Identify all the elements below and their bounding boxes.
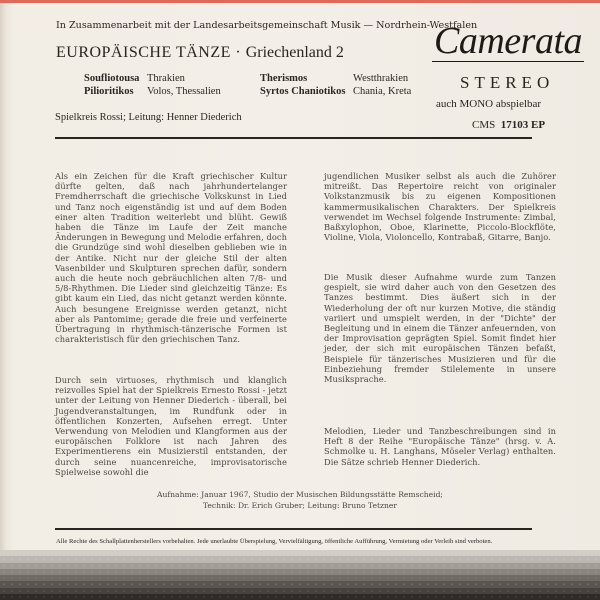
track-region: Chania, Kreta xyxy=(353,86,412,97)
series-title: EUROPÄISCHE TÄNZE xyxy=(56,44,231,61)
format-label: STEREO xyxy=(460,73,555,92)
sleeve-top-edge xyxy=(0,0,600,3)
track-region: Westthrakien xyxy=(353,73,409,84)
release-subtitle: Griechenland 2 xyxy=(245,44,344,61)
technical-credits: Technik: Dr. Erich Gruber; Leitung: Bruno Tetzner xyxy=(202,500,398,510)
header-divider xyxy=(55,137,532,139)
scan-calibration-strip xyxy=(0,550,600,600)
liner-notes-left-p2: Durch sein virtuoses, rhythmisch und klanglich reizvolles Spiel hat der Spielkreis Ernesto Rossi - jetzt unter der Leitung von Henner Diederich - überall, bei Jugendveranstaltungen, im Rundfunk oder in öffentlichen Konzerten, Aufsehen erregt. Unter Verwendung von Melodien und Klangformen aus der europäischen Folklore ist nach Jahren des Experimentierens ein Musizierstil entstanden, der durch seine nuancenreiche, improvisatorische Spielweise sowohl die xyxy=(55,375,287,477)
release-title xyxy=(56,44,344,62)
collaboration-note: In Zusammenarbeit mit der Landesarbeitsgemeinschaft Musik — Nordrhein-Westfalen xyxy=(56,20,478,31)
liner-notes-right-p2: Die Musik dieser Aufnahme wurde zum Tanzen gespielt, sie wird daher auch von den Gesetzen des Tanzes bestimmt. Dies äußert sich in der Wiederholung der oft nur kurzen Motive, die ständig variiert und umspielt werden, in der "Dichte" der Begleitung und in einem die Tänzer anfeuernden, von der Improvisation geprägten Spiel. Somit findet hier jeder, der sich mit europäischen Tänzen befaßt, Beispiele für tänzerisches Musizieren und für die Einbeziehung fremder Stilelemente in unsere Musiksprache. xyxy=(324,272,556,385)
recording-info: Aufnahme: Januar 1967, Studio der Musischen Bildungsstätte Remscheid; xyxy=(156,490,443,499)
mono-note: auch MONO abspielbar xyxy=(436,98,542,110)
catalog-prefix: CMS xyxy=(472,119,496,131)
track-name: Syrtos Chaniotikos xyxy=(260,86,346,97)
catalog-id: 17103 EP xyxy=(500,119,546,131)
track-name: Therismos xyxy=(260,73,308,84)
calibration-band xyxy=(0,594,600,600)
ensemble-credit: Spielkreis Rossi; Leitung: Henner Diederich xyxy=(55,112,242,123)
track-name: Soufliotousa xyxy=(84,73,140,84)
footer-divider xyxy=(55,528,532,530)
track-name: Pilioritikos xyxy=(84,86,134,97)
track-region: Volos, Thessalien xyxy=(147,86,221,97)
camerata-logo: Camerata xyxy=(434,20,582,62)
recording-credits xyxy=(140,490,460,511)
catalog-number xyxy=(472,119,545,131)
liner-notes-left-p1: Als ein Zeichen für die Kraft griechischer Kultur dürfte gelten, daß nach jahrhundertelanger Fremdherrschaft die griechische Volkskunst in Lied und Tanz noch eigenständig ist und auf dem Boden einer alten Tradition weiterlebt und blüht. Gewiß haben die Tänze im Laufe der Zeit manche Änderungen in Bewegung und Melodie erfahren, doch die Grundzüge sind wohl dieselben geblieben wie in der Antike. Nicht nur der gleiche Stil der alten Vasenbilder und Skulpturen sprechen dafür, sondern auch die heute noch gebräuchlichen alten 7/8- und 5/8-Rhythmen. Die Lieder sind gleichzeitig Tänze: Es gibt kaum ein Lied, das nicht getanzt werden könnte. Auch besungene Ereignisse werden getanzt, nicht aber als Pantomime; gerade die freie und verfeinerte Übertragung in rhythmisch-tänzerische Formen ist charakteristisch für den griechischen Tanz. xyxy=(55,171,287,345)
rights-notice: Alle Rechte des Schallplattenherstellers vorbehalten. Jede unerlaubte Überspielung, Vervielfältigung, öffentliche Aufführung, Vermietung oder Verleih sind verboten. xyxy=(56,538,493,545)
liner-notes-right-p3: Melodien, Lieder und Tanzbeschreibungen sind in Heft 8 der Reihe "Europäische Tänze" (hrsg. v. A. Schmolke u. H. Langhans, Möseler Verlag) enthalten. Die Sätze schrieb Henner Diederich. xyxy=(324,426,556,467)
liner-notes-right-p1: jugendlichen Musiker selbst als auch die Zuhörer mitreißt. Das Repertoire reicht von originaler Volkstanzmusik bis zu eigenen Kompositionen kammermusikalischen Charakters. Der Spielkreis verwendet im Wechsel folgende Instrumente: Zimbal, Baßxylophon, Oboe, Klarinette, Piccolo-Blockflöte, Violine, Viola, Violoncello, Kontrabaß, Gitarre, Banjo. xyxy=(324,171,556,243)
track-region: Thrakien xyxy=(147,73,185,84)
title-separator: · xyxy=(235,44,242,61)
